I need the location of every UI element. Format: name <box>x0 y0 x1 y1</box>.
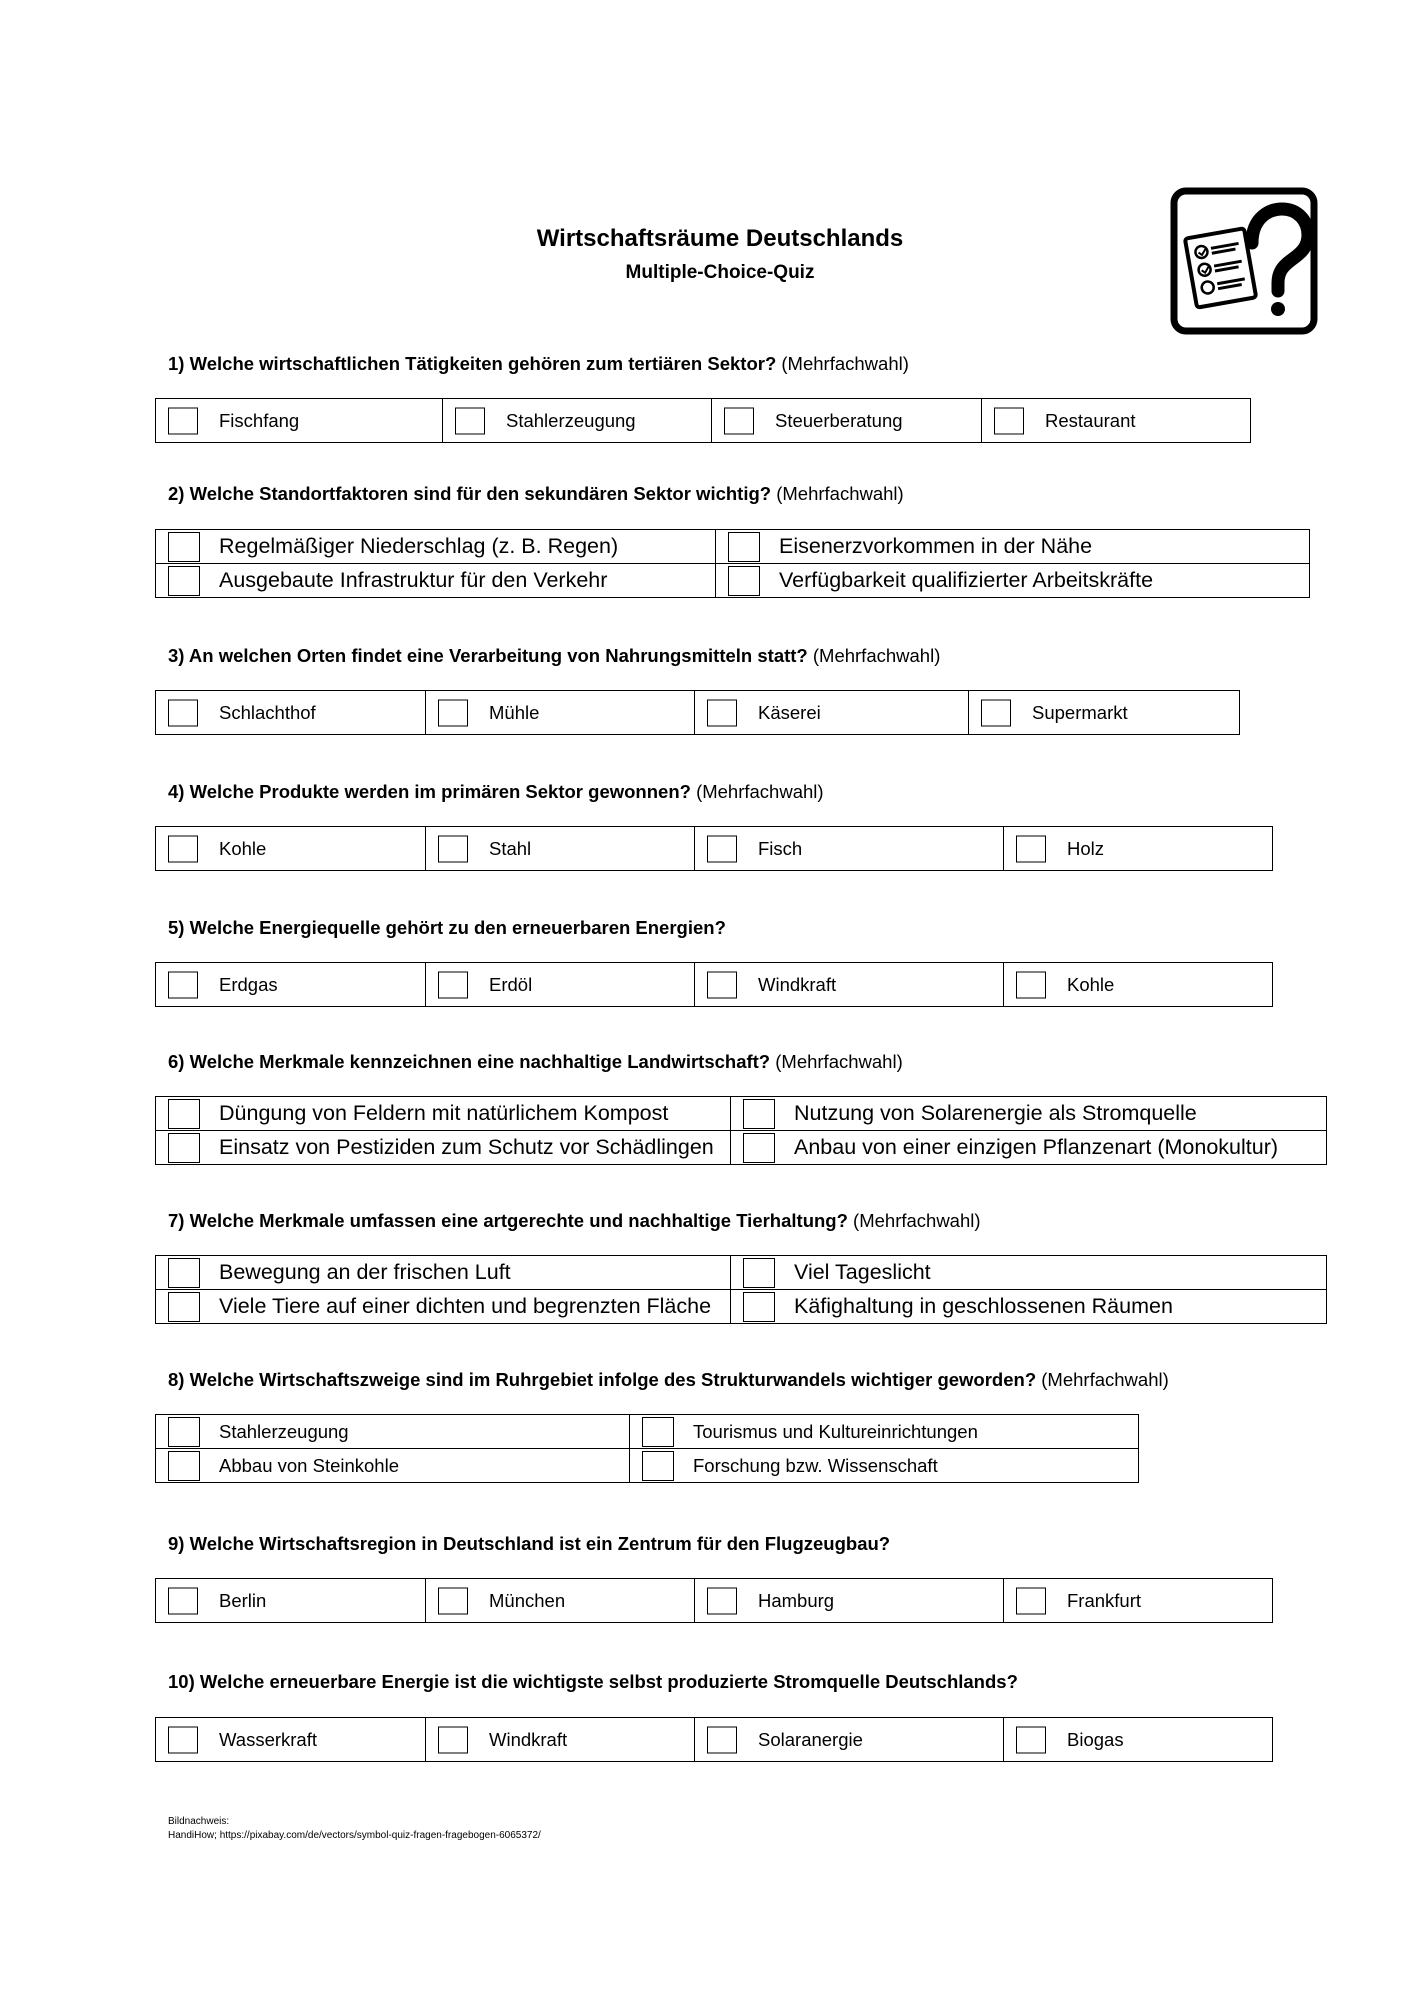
quiz-checklist-question-mark-icon <box>1170 187 1318 335</box>
checkbox[interactable] <box>438 835 468 862</box>
options-question-9 <box>155 1578 1273 1623</box>
checkbox[interactable] <box>168 971 198 998</box>
option-1-3[interactable]: Steuerberatung <box>712 399 982 443</box>
option-9-3[interactable]: Hamburg <box>695 1579 1004 1623</box>
question-5: 5) Welche Energiequelle gehört zu den erneuerbaren Energien? <box>168 917 726 938</box>
option-1-2[interactable]: Stahlerzeugung <box>443 399 712 443</box>
option-3-2[interactable]: Mühle <box>426 691 695 735</box>
checkbox[interactable] <box>168 1587 198 1614</box>
checkbox[interactable] <box>707 971 737 998</box>
option-5-1[interactable]: Erdgas <box>156 963 426 1007</box>
checkbox[interactable] <box>168 1133 200 1163</box>
checkbox[interactable] <box>168 1451 200 1481</box>
options-question-5 <box>155 962 1273 1007</box>
checkbox[interactable] <box>168 1258 200 1288</box>
checkbox[interactable] <box>707 835 737 862</box>
options-question-8 <box>155 1414 1139 1483</box>
question-8: 8) Welche Wirtschaftszweige sind im Ruhrgebiet infolge des Strukturwandels wichtiger geworden? (Mehrfachwahl) <box>168 1369 1169 1390</box>
checkbox[interactable] <box>168 699 198 726</box>
options-question-7 <box>155 1255 1327 1324</box>
option-2-1[interactable]: Regelmäßiger Niederschlag (z. B. Regen) <box>156 530 716 564</box>
option-3-1[interactable]: Schlachthof <box>156 691 426 735</box>
page-title: Wirtschaftsräume Deutschlands <box>536 225 904 252</box>
checkbox[interactable] <box>168 1417 200 1447</box>
option-9-4[interactable]: Frankfurt <box>1004 1579 1273 1623</box>
image-credit <box>168 1815 541 1843</box>
checkbox[interactable] <box>438 1587 468 1614</box>
checkbox[interactable] <box>438 971 468 998</box>
checkbox[interactable] <box>707 1587 737 1614</box>
option-5-4[interactable]: Kohle <box>1004 963 1273 1007</box>
checkbox[interactable] <box>994 407 1024 434</box>
option-5-3[interactable]: Windkraft <box>695 963 1004 1007</box>
options-question-10 <box>155 1717 1273 1762</box>
options-question-6 <box>155 1096 1327 1165</box>
question-9: 9) Welche Wirtschaftsregion in Deutschland ist ein Zentrum für den Flugzeugbau? <box>168 1533 891 1554</box>
option-6-2[interactable]: Nutzung von Solarenergie als Stromquelle <box>731 1097 1327 1131</box>
checkbox[interactable] <box>168 1292 200 1322</box>
options-question-3 <box>155 690 1240 735</box>
option-8-2[interactable]: Tourismus und Kultureinrichtungen <box>630 1415 1139 1449</box>
option-8-1[interactable]: Stahlerzeugung <box>156 1415 630 1449</box>
options-question-2 <box>155 529 1310 598</box>
option-6-3[interactable]: Einsatz von Pestiziden zum Schutz vor Schädlingen <box>156 1131 731 1165</box>
checkbox[interactable] <box>728 532 760 562</box>
question-10: 10) Welche erneuerbare Energie ist die wichtigste selbst produzierte Stromquelle Deutschlands? <box>168 1671 1018 1692</box>
options-question-4 <box>155 826 1273 871</box>
checkbox[interactable] <box>438 699 468 726</box>
checkbox[interactable] <box>168 532 200 562</box>
option-1-4[interactable]: Restaurant <box>982 399 1251 443</box>
option-2-2[interactable]: Eisenerzvorkommen in der Nähe <box>716 530 1310 564</box>
options-question-1 <box>155 398 1251 443</box>
image-credit-text: HandiHow; https://pixabay.com/de/vectors/symbol-quiz-fragen-fragebogen-6065372/ <box>168 1830 541 1841</box>
checkbox[interactable] <box>168 407 198 434</box>
checkbox[interactable] <box>168 835 198 862</box>
checkbox[interactable] <box>728 566 760 596</box>
checkbox[interactable] <box>438 1726 468 1753</box>
checkbox[interactable] <box>743 1292 775 1322</box>
option-10-2[interactable]: Windkraft <box>426 1718 695 1762</box>
option-10-1[interactable]: Wasserkraft <box>156 1718 426 1762</box>
option-7-1[interactable]: Bewegung an der frischen Luft <box>156 1256 731 1290</box>
option-10-4[interactable]: Biogas <box>1004 1718 1273 1762</box>
image-credit-label: Bildnachweis: <box>168 1816 230 1827</box>
option-4-3[interactable]: Fisch <box>695 827 1004 871</box>
checkbox[interactable] <box>642 1417 674 1447</box>
checkbox[interactable] <box>168 566 200 596</box>
checkbox[interactable] <box>743 1258 775 1288</box>
option-6-1[interactable]: Düngung von Feldern mit natürlichem Kompost <box>156 1097 731 1131</box>
option-7-2[interactable]: Viel Tageslicht <box>731 1256 1327 1290</box>
checkbox[interactable] <box>455 407 485 434</box>
checkbox[interactable] <box>707 699 737 726</box>
option-8-4[interactable]: Forschung bzw. Wissenschaft <box>630 1449 1139 1483</box>
checkbox[interactable] <box>981 699 1011 726</box>
option-3-4[interactable]: Supermarkt <box>969 691 1240 735</box>
option-7-4[interactable]: Käfighaltung in geschlossenen Räumen <box>731 1290 1327 1324</box>
option-2-3[interactable]: Ausgebaute Infrastruktur für den Verkehr <box>156 564 716 598</box>
option-4-1[interactable]: Kohle <box>156 827 426 871</box>
question-1: 1) Welche wirtschaftlichen Tätigkeiten gehören zum tertiären Sektor? (Mehrfachwahl) <box>168 353 909 374</box>
checkbox[interactable] <box>743 1133 775 1163</box>
option-1-1[interactable]: Fischfang <box>156 399 443 443</box>
page-subtitle: Multiple-Choice-Quiz <box>625 262 815 283</box>
option-5-2[interactable]: Erdöl <box>426 963 695 1007</box>
checkbox[interactable] <box>1016 971 1046 998</box>
question-7: 7) Welche Merkmale umfassen eine artgerechte und nachhaltige Tierhaltung? (Mehrfachwahl) <box>168 1210 981 1231</box>
option-6-4[interactable]: Anbau von einer einzigen Pflanzenart (Monokultur) <box>731 1131 1327 1165</box>
option-3-3[interactable]: Käserei <box>695 691 969 735</box>
question-6: 6) Welche Merkmale kennzeichnen eine nachhaltige Landwirtschaft? (Mehrfachwahl) <box>168 1051 903 1072</box>
option-10-3[interactable]: Solaranergie <box>695 1718 1004 1762</box>
option-8-3[interactable]: Abbau von Steinkohle <box>156 1449 630 1483</box>
option-7-3[interactable]: Viele Tiere auf einer dichten und begrenzten Fläche <box>156 1290 731 1324</box>
option-2-4[interactable]: Verfügbarkeit qualifizierter Arbeitskräfte <box>716 564 1310 598</box>
checkbox[interactable] <box>642 1451 674 1481</box>
checkbox[interactable] <box>168 1726 198 1753</box>
checkbox[interactable] <box>707 1726 737 1753</box>
question-3: 3) An welchen Orten findet eine Verarbeitung von Nahrungsmitteln statt? (Mehrfachwahl) <box>168 645 941 666</box>
checkbox[interactable] <box>1016 835 1046 862</box>
checkbox[interactable] <box>1016 1587 1046 1614</box>
option-9-2[interactable]: München <box>426 1579 695 1623</box>
checkbox[interactable] <box>168 1099 200 1129</box>
option-4-2[interactable]: Stahl <box>426 827 695 871</box>
question-4: 4) Welche Produkte werden im primären Sektor gewonnen? (Mehrfachwahl) <box>168 781 824 802</box>
checkbox[interactable] <box>724 407 754 434</box>
option-4-4[interactable]: Holz <box>1004 827 1273 871</box>
question-2: 2) Welche Standortfaktoren sind für den sekundären Sektor wichtig? (Mehrfachwahl) <box>168 483 904 504</box>
checkbox[interactable] <box>743 1099 775 1129</box>
option-9-1[interactable]: Berlin <box>156 1579 426 1623</box>
checkbox[interactable] <box>1016 1726 1046 1753</box>
